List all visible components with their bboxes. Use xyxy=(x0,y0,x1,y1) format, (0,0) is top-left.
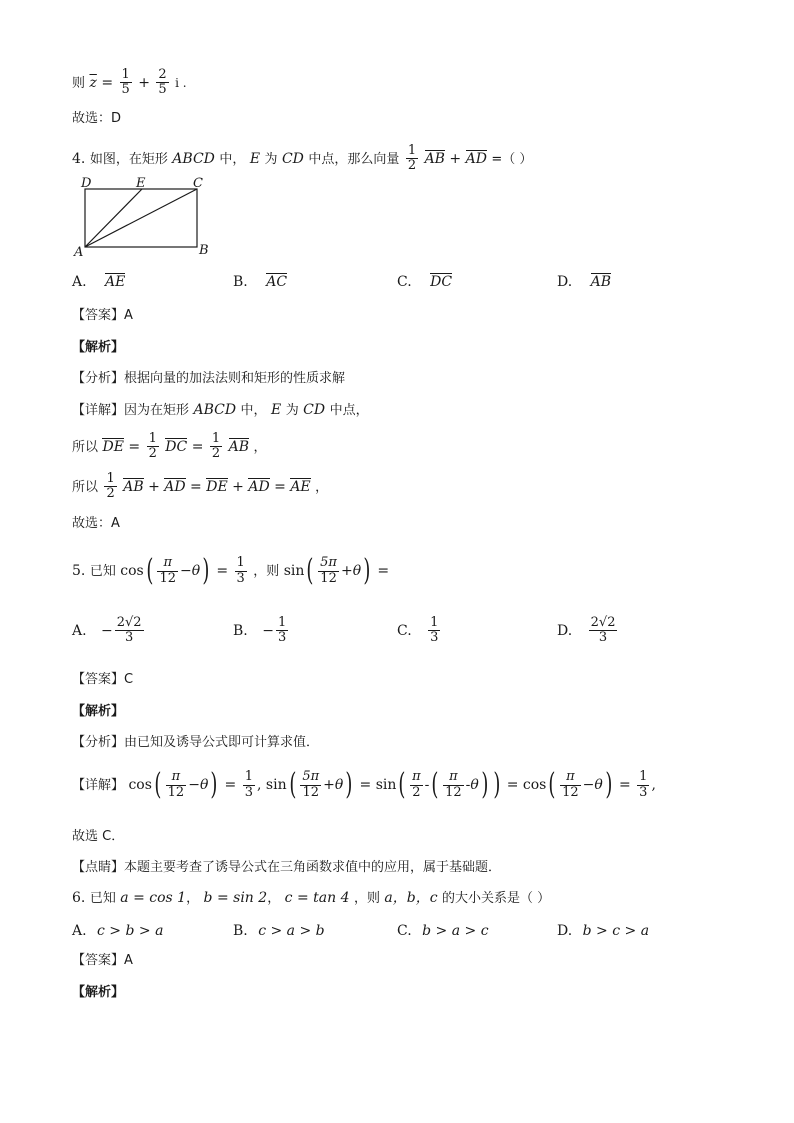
q6-option-b[interactable]: B. c > a > b xyxy=(233,923,325,939)
label-a: A xyxy=(74,245,84,258)
q4-number: 4. xyxy=(72,150,86,167)
q5-option-d[interactable]: D. $\frac{2√2}{3}$ xyxy=(557,615,616,646)
q4-rect-name: ABCD xyxy=(172,150,215,167)
q4-text-d: 中点，那么向量 xyxy=(308,151,400,167)
q5-xiangjie: 【详解】 cos( $\frac{\pi}{12}$ −θ) = $\frac{1}{3}$ , sin( $\frac{5\pi}{12}$ +θ) = sin( $\frac{\pi}{2}$ -( $\frac{\pi}{12}$ -θ) ) = cos( $\frac{\pi}{12}$ −θ) = $\frac{1}{3}$ , xyxy=(72,767,656,802)
q4-half: $\frac{1}{2}$ xyxy=(407,143,417,174)
q4-xiangjie: 【详解】因为在矩形 ABCD 中， E 为 CD 中点， xyxy=(72,402,369,418)
q4-answer: 【答案】A xyxy=(72,308,133,323)
q4-text-a: 如图，在矩形 xyxy=(89,151,168,167)
q5-fenxi: 【分析】由已知及诱导公式即可计算求值． xyxy=(72,735,320,750)
q4-option-d[interactable]: D. AB xyxy=(557,274,612,290)
q4-blank: =（ ） xyxy=(491,151,533,167)
q5-option-c[interactable]: C. $\frac{1}{3}$ xyxy=(397,615,439,646)
q4-option-b[interactable]: B. AC xyxy=(233,274,288,290)
label-b: B xyxy=(199,243,209,258)
label-c: C xyxy=(193,176,203,191)
q4-jiexi: 【解析】 xyxy=(72,340,125,355)
imaginary-unit: i . xyxy=(175,75,187,90)
q4-plus: + xyxy=(449,150,462,167)
q5-option-b[interactable]: B. − $\frac{1}{3}$ xyxy=(233,615,287,646)
z-bar: $\overline{z}$ xyxy=(89,74,97,91)
fraction-two-fifths: $\frac{2}{5}$ xyxy=(158,67,167,98)
q4-vector-ab: AB xyxy=(424,150,445,167)
q5-answer: 【答案】C xyxy=(72,672,134,687)
q5-option-a[interactable]: A. − $\frac{2√2}{3}$ xyxy=(72,615,142,646)
q5-select: 故选 C． xyxy=(72,829,125,844)
q6-jiexi: 【解析】 xyxy=(72,985,125,1000)
q4-fenxi: 【分析】根据向量的加法法则和矩形的性质求解 xyxy=(72,371,346,386)
q6-option-d[interactable]: D. b > c > a xyxy=(557,923,650,939)
q6-option-c[interactable]: C. b > a > c xyxy=(397,923,489,939)
q6-option-a[interactable]: A. c > b > a xyxy=(72,923,164,939)
conclusion-prefix: 则 xyxy=(72,75,86,91)
label-d: D xyxy=(81,176,92,191)
q4-derivation-1: 所以 DE = $\frac{1}{2}$ DC = $\frac{1}{2}$ AB ， xyxy=(72,431,267,462)
q5-dianjing: 【点睛】本题主要考查了诱导公式在三角函数求值中的应用，属于基础题． xyxy=(72,860,502,875)
q4-select: 故选：A xyxy=(72,516,120,531)
rectangle-figure xyxy=(72,176,212,258)
conclusion-line xyxy=(72,68,187,98)
q4-option-a[interactable]: A. AE xyxy=(72,274,126,290)
q6-stem: 6. 已知 a = cos 1， b = sin 2， c = tan 4 ，则 a，b，c 的大小关系是（ ） xyxy=(72,890,551,906)
q4-point-e: E xyxy=(249,150,261,167)
plus-sign: + xyxy=(138,74,150,91)
q4-segment-cd: CD xyxy=(281,150,304,167)
q5-jiexi: 【解析】 xyxy=(72,704,125,719)
label-e: E xyxy=(136,176,146,191)
q3-select: 故选：D xyxy=(72,111,122,126)
equals-sign: = xyxy=(101,74,114,91)
q4-derivation-2: 所以 $\frac{1}{2}$ AB + AD = DE + AD = AE ， xyxy=(72,471,329,502)
q4-stem xyxy=(72,144,532,174)
q4-option-c[interactable]: C. DC xyxy=(397,274,453,290)
q4-text-c: 为 xyxy=(264,151,278,167)
q5-stem: 5. 已知 cos( $\frac{\pi}{12}$ −θ) = $\frac{1}{3}$ ，则 sin( $\frac{5\pi}{12}$ +θ) = xyxy=(72,553,390,588)
fraction-one-fifth: $\frac{1}{5}$ xyxy=(121,67,130,98)
q4-text-b: 中， xyxy=(219,151,246,167)
q6-answer: 【答案】A xyxy=(72,953,133,968)
q4-vector-ad: AD xyxy=(465,150,487,167)
